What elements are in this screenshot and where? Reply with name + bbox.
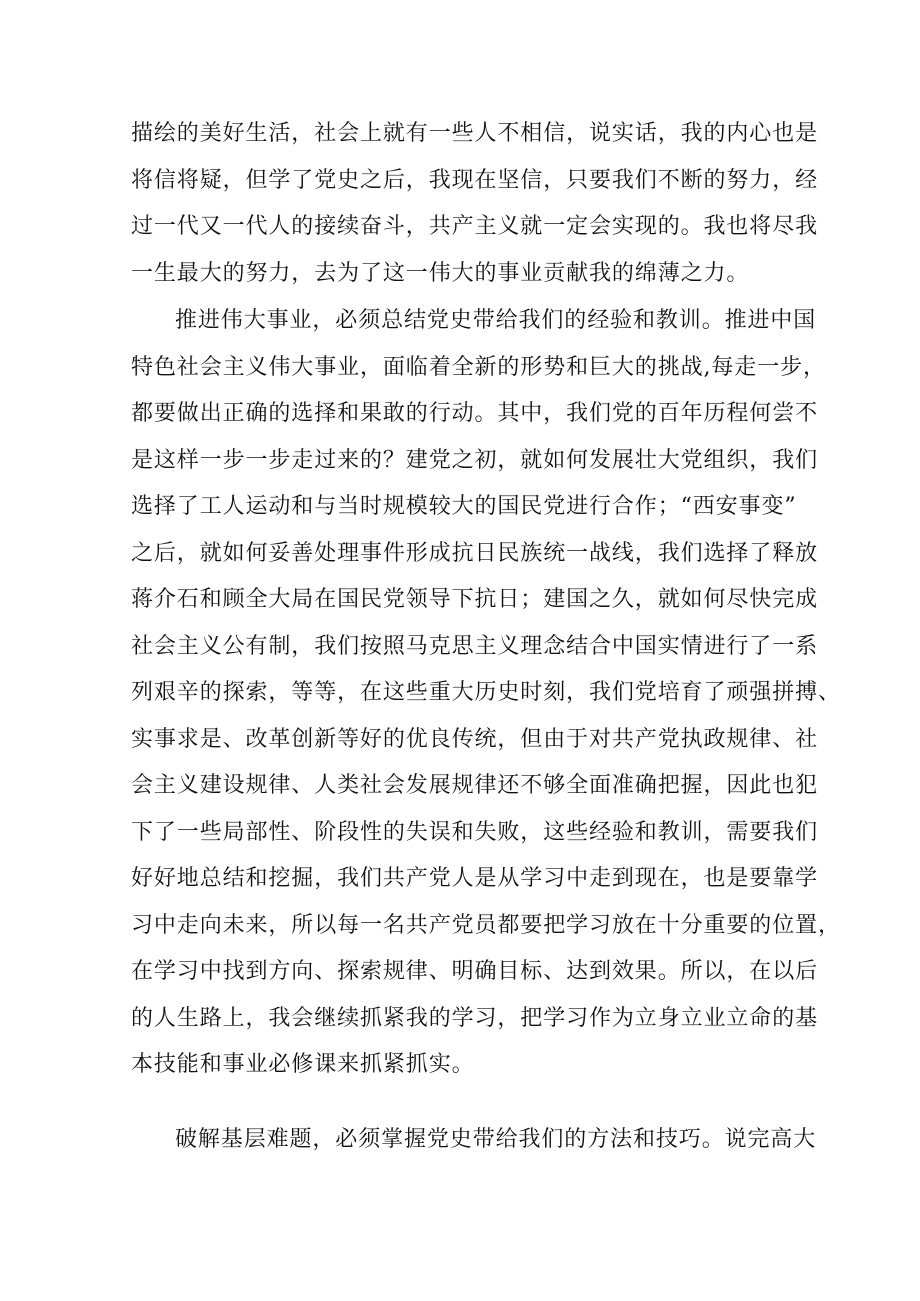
- text-line: 破解基层难题，必须掌握党史带给我们的方法和技巧。说完高大: [175, 1127, 817, 1152]
- text-line: 蒋介石和顾全大局在国民党领导下抗日；建国之久，就如何尽快完成: [131, 587, 819, 612]
- text-line: 是这样一步一步走过来的？建党之初，就如何发展壮大党组织，我们: [131, 447, 819, 473]
- text-line: 都要做出正确的选择和果敢的行动。其中，我们党的百年历程何尝不: [131, 401, 819, 426]
- text-line: 描绘的美好生活，社会上就有一些人不相信，说实话，我的内心也是: [131, 121, 819, 146]
- text-line: 实事求是、改革创新等好的优良传统，但由于对共产党执政规律、社: [131, 726, 819, 752]
- paragraph-continuation: [131, 111, 819, 297]
- paragraph-advance-great-cause: [131, 298, 841, 1089]
- text-line: 下了一些局部性、阶段性的失误和失败，这些经验和教训，需要我们: [131, 819, 819, 845]
- text-line: 好好地总结和挖掘，我们共产党人是从学习中走到现在，也是要靠学: [131, 866, 819, 891]
- text-line: 社会主义公有制，我们按照马克思主义理念结合中国实情进行了一系: [131, 633, 819, 659]
- text-line: 本技能和事业必修课来抓紧抓实。: [131, 1052, 475, 1077]
- text-line: 特色社会主义伟大事业，面临着全新的形势和巨大的挑战,每走一步，: [131, 354, 826, 380]
- text-line: 的人生路上，我会继续抓紧我的学习，把学习作为立身立业立命的基: [131, 1005, 819, 1031]
- text-line: 在学习中找到方向、探索规律、明确目标、达到效果。所以，在以后: [131, 959, 819, 984]
- text-line: 选择了工人运动和与当时规模较大的国民党进行合作；“西安事变”: [131, 494, 797, 519]
- text-line: 一生最大的努力，去为了这一伟大的事业贡献我的绵薄之力。: [131, 260, 750, 286]
- text-line: 之后，就如何妥善处理事件形成抗日民族统一战线，我们选择了释放: [131, 540, 819, 566]
- text-line: 会主义建设规律、人类社会发展规律还不够全面准确把握，因此也犯: [131, 773, 819, 798]
- text-line: 将信将疑，但学了党史之后，我现在坚信，只要我们不断的努力，经: [131, 167, 819, 193]
- text-line: 习中走向未来，所以每一名共产党员都要把学习放在十分重要的位置，: [131, 912, 841, 938]
- text-line: 列艰辛的探索，等等，在这些重大历史时刻，我们党培育了顽强拼搏、: [131, 680, 841, 705]
- text-line: 推进伟大事业，必须总结党史带给我们的经验和教训。推进中国: [175, 308, 817, 333]
- paragraph-solve-grassroots-problems: [131, 1117, 817, 1164]
- text-line: 过一代又一代人的接续奋斗，共产主义就一定会实现的。我也将尽我: [131, 214, 819, 239]
